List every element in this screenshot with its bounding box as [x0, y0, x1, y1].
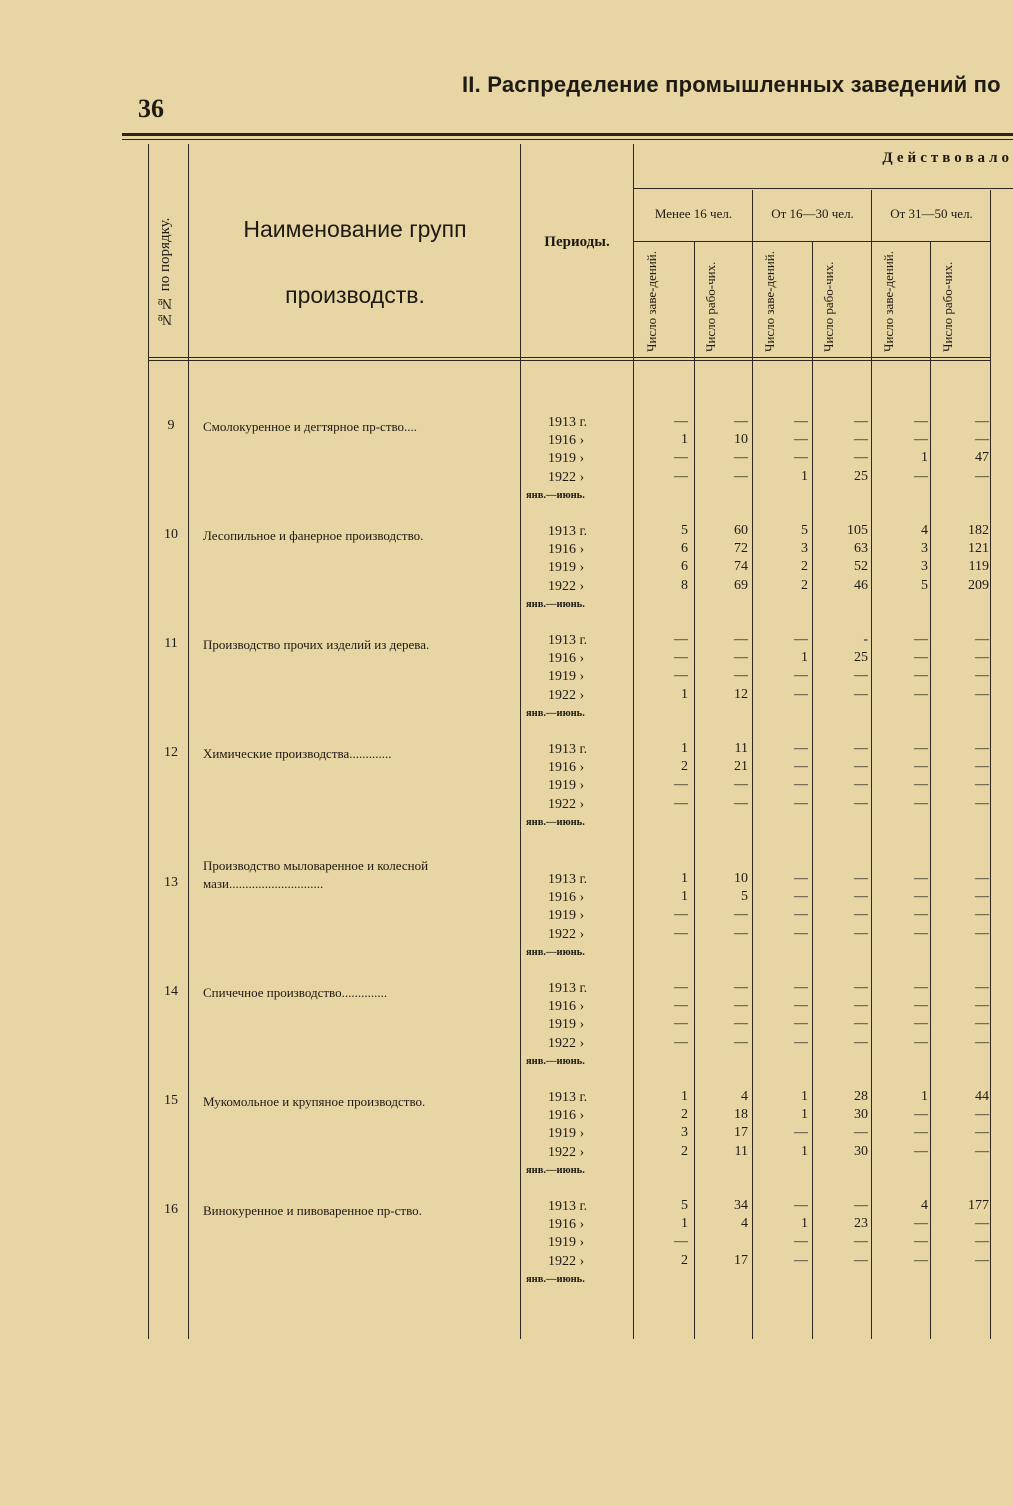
table-cell: 4 — [741, 1089, 748, 1104]
table-cell: — — [975, 1234, 989, 1250]
period-note: янв.—июнь. — [526, 1164, 585, 1176]
table-cell: 1 — [921, 1089, 928, 1104]
table-cell: — — [794, 1125, 808, 1141]
table-cell: — — [674, 468, 688, 484]
divider-num — [188, 144, 189, 1339]
period-label: 1922 › — [548, 1144, 585, 1160]
table-cell: — — [794, 1198, 808, 1213]
table-cell: — — [975, 414, 989, 429]
top-rule-thin — [122, 139, 1013, 140]
col-name-header: Наименование групп производств. — [243, 216, 467, 308]
table-cell: — — [734, 925, 748, 941]
table-border-left — [148, 144, 149, 1339]
table-cell: 1 — [681, 889, 688, 905]
table-cell: — — [914, 632, 928, 647]
table-cell: — — [734, 1034, 748, 1050]
table-cell: — — [975, 741, 989, 756]
table-cell: 1 — [681, 432, 688, 448]
table-cell: — — [674, 632, 688, 647]
period-label: 1919 › — [548, 778, 585, 794]
col-num-header: №№ по порядку. — [157, 218, 173, 328]
table-cell: — — [914, 1216, 928, 1232]
size-group-header-1: Менее 16 чел. — [654, 206, 733, 221]
row-name: Лесопильное и фанерное производство. — [203, 528, 424, 543]
size-group-header-3: От 31—50 чел. — [890, 206, 973, 221]
period-label: 1922 › — [548, 578, 585, 594]
table-cell: 3 — [921, 559, 928, 575]
header-bottom-rule — [148, 357, 991, 358]
table-cell: 11 — [734, 1143, 748, 1159]
row-number: 16 — [164, 1202, 178, 1217]
table-cell: 1 — [801, 650, 808, 666]
table-cell: — — [734, 907, 748, 923]
table-cell: 119 — [968, 559, 989, 575]
table-cell: 6 — [681, 541, 688, 557]
table-cell: — — [975, 759, 989, 775]
table-cell: 21 — [734, 759, 748, 775]
divider-sub-3 — [930, 242, 931, 1339]
table-cell: — — [734, 777, 748, 793]
table-cell: 2 — [681, 1107, 688, 1123]
table-cell: — — [854, 925, 868, 941]
period-label: 1916 › — [548, 542, 585, 558]
subcol-header-6: Число рабо-чих. — [940, 261, 955, 352]
table-cell: 177 — [968, 1198, 989, 1213]
table-cell: 25 — [854, 650, 868, 666]
page-title: II. Распределение промышленных заведений по — [462, 72, 1001, 97]
table-cell: 23 — [854, 1216, 868, 1232]
table-cell: — — [914, 1016, 928, 1032]
period-list — [526, 414, 618, 505]
table-cell: — — [794, 450, 808, 466]
group-rule — [634, 188, 1013, 189]
table-cell: — — [914, 1034, 928, 1050]
table-cell: — — [854, 686, 868, 702]
table-cell: — — [914, 998, 928, 1014]
table-cell: 25 — [854, 468, 868, 484]
table-cell: — — [854, 432, 868, 448]
table-cell: — — [975, 1125, 989, 1141]
period-label: 1922 › — [548, 926, 585, 942]
col-group-header: Действовало — [882, 150, 1013, 166]
table-cell: 5 — [921, 577, 928, 593]
table-cell: 28 — [854, 1089, 868, 1104]
table-cell: — — [975, 668, 989, 684]
table-cell: — — [794, 925, 808, 941]
table-cell: 5 — [801, 523, 808, 538]
table-cell: — — [975, 1034, 989, 1050]
period-list — [526, 1198, 618, 1289]
period-label: 1919 › — [548, 560, 585, 576]
period-label: 1913 г. — [548, 981, 588, 996]
row-number: 15 — [164, 1093, 178, 1108]
period-note: янв.—июнь. — [526, 489, 585, 501]
table-cell: — — [914, 1252, 928, 1268]
period-label: 1919 › — [548, 1017, 585, 1033]
table-cell: — — [734, 414, 748, 429]
table-cell: — — [794, 1234, 808, 1250]
period-label: 1922 › — [548, 1035, 585, 1051]
table-cell: — — [674, 1016, 688, 1032]
period-list — [526, 523, 618, 614]
table-cell: 47 — [975, 450, 989, 466]
table-cell: — — [975, 889, 989, 905]
table-cell: — — [794, 871, 808, 886]
table-cell: — — [734, 795, 748, 811]
table-cell: — — [734, 998, 748, 1014]
table-cell: — — [674, 1034, 688, 1050]
period-label: 1913 г. — [548, 524, 588, 539]
table-cell: 2 — [801, 559, 808, 575]
period-label: 1919 › — [548, 908, 585, 924]
table-cell: — — [854, 741, 868, 756]
table-cell: — — [794, 632, 808, 647]
table-cell: 1 — [801, 1143, 808, 1159]
table-cell: 1 — [801, 1107, 808, 1123]
table-cell: — — [854, 414, 868, 429]
table-cell: 1 — [801, 1216, 808, 1232]
table-cell: 1 — [681, 686, 688, 702]
period-note: янв.—июнь. — [526, 598, 585, 610]
table-cell: 2 — [681, 759, 688, 775]
table-cell: — — [794, 777, 808, 793]
table-cell: — — [674, 650, 688, 666]
table-cell: — — [674, 925, 688, 941]
table-cell: — — [854, 795, 868, 811]
table-cell: — — [674, 980, 688, 995]
table-cell: — — [854, 1252, 868, 1268]
table-cell: — — [854, 1234, 868, 1250]
period-label: 1916 › — [548, 890, 585, 906]
table-cell: 3 — [921, 541, 928, 557]
top-rule — [122, 133, 1013, 136]
header-bottom-rule-2 — [148, 360, 991, 361]
table-cell: 105 — [847, 523, 868, 538]
period-note: янв.—июнь. — [526, 1273, 585, 1285]
table-cell: — — [914, 414, 928, 429]
table-cell: — — [734, 468, 748, 484]
table-cell: 44 — [975, 1089, 989, 1104]
table-cell: — — [854, 1016, 868, 1032]
table-cell: — — [975, 925, 989, 941]
table-cell: 8 — [681, 577, 688, 593]
table-cell: 60 — [734, 523, 748, 538]
table-cell: — — [914, 980, 928, 995]
col-period-header: Периоды. — [544, 234, 610, 250]
period-label: 1919 › — [548, 1126, 585, 1142]
period-label: 1913 г. — [548, 415, 588, 430]
table-cell: — — [674, 414, 688, 429]
period-label: 1916 › — [548, 760, 585, 776]
table-cell: — — [975, 998, 989, 1014]
table-cell: 63 — [854, 541, 868, 557]
table-cell: — — [794, 889, 808, 905]
table-cell: — — [914, 795, 928, 811]
table-cell: 6 — [681, 559, 688, 575]
table-cell: — — [674, 450, 688, 466]
period-note: янв.—июнь. — [526, 946, 585, 958]
table-cell: — — [975, 468, 989, 484]
table-cell: — — [854, 1125, 868, 1141]
table-cell: 1 — [801, 1089, 808, 1104]
table-cell: — — [975, 1252, 989, 1268]
table-cell: — — [794, 1252, 808, 1268]
period-label: 1913 г. — [548, 872, 588, 887]
table-cell: 5 — [681, 1198, 688, 1213]
period-note: янв.—июнь. — [526, 816, 585, 828]
period-label: 1916 › — [548, 433, 585, 449]
row-name: Мукомольное и крупяное производство. — [203, 1094, 426, 1109]
table-cell: — — [914, 1143, 928, 1159]
table-cell: 30 — [854, 1107, 868, 1123]
table-cell: — — [914, 1107, 928, 1123]
table-cell: — — [975, 1016, 989, 1032]
table-cell: — — [975, 1107, 989, 1123]
table-cell: — — [914, 741, 928, 756]
table-cell: 17 — [734, 1252, 748, 1268]
table-cell: — — [794, 414, 808, 429]
table-cell: 3 — [681, 1125, 688, 1141]
table-cell: — — [854, 1034, 868, 1050]
table-cell: — — [914, 925, 928, 941]
table-cell: — — [854, 777, 868, 793]
table-cell: 10 — [734, 871, 748, 886]
table-cell: — — [794, 432, 808, 448]
period-label: 1916 › — [548, 1108, 585, 1124]
table-cell: — — [975, 432, 989, 448]
table-cell: — — [914, 777, 928, 793]
table-cell: — — [914, 1125, 928, 1141]
row-number: 14 — [164, 984, 178, 999]
table-cell: — — [914, 1234, 928, 1250]
row-number: 13 — [164, 875, 178, 890]
row-name: Спичечное производство.............. — [203, 985, 388, 1000]
table-cell: — — [674, 907, 688, 923]
table-cell: — — [794, 998, 808, 1014]
table-cell: — — [794, 686, 808, 702]
period-label: 1913 г. — [548, 1090, 588, 1105]
table-cell: 74 — [734, 559, 748, 575]
period-label: 1919 › — [548, 669, 585, 685]
table-cell: — — [854, 889, 868, 905]
period-label: 1916 › — [548, 1217, 585, 1233]
table-cell: 18 — [734, 1107, 748, 1123]
table-cell: — — [854, 759, 868, 775]
table-cell: 30 — [854, 1143, 868, 1159]
table-cell: 72 — [734, 541, 748, 557]
row-name: Винокуренное и пивоваренное пр-ство. — [203, 1203, 422, 1218]
period-label: 1916 › — [548, 999, 585, 1015]
table-cell: 10 — [734, 432, 748, 448]
table-cell: 11 — [734, 741, 748, 756]
table-cell: — — [914, 889, 928, 905]
table-cell: — — [854, 907, 868, 923]
table-cell: - — [863, 632, 868, 647]
table-cell: 12 — [734, 686, 748, 702]
table-cell: — — [975, 650, 989, 666]
table-cell: 5 — [741, 889, 748, 905]
table-cell: — — [854, 998, 868, 1014]
table-cell: — — [674, 998, 688, 1014]
table-cell: — — [794, 1016, 808, 1032]
table-cell: — — [794, 795, 808, 811]
table-cell: — — [794, 907, 808, 923]
table-cell: 2 — [801, 577, 808, 593]
table-cell: — — [975, 907, 989, 923]
row-name: Производство прочих изделий из дерева. — [203, 637, 430, 652]
table-cell: — — [854, 668, 868, 684]
table-cell: 209 — [968, 577, 989, 593]
subgroup-rule — [634, 241, 991, 242]
row-number: 12 — [164, 745, 178, 760]
table-cell: 1 — [681, 871, 688, 886]
table-cell: — — [914, 686, 928, 702]
table-cell: 121 — [968, 541, 989, 557]
table-cell: — — [794, 1034, 808, 1050]
table-cell: 34 — [734, 1198, 748, 1213]
period-note: янв.—июнь. — [526, 1055, 585, 1067]
table-cell: — — [914, 759, 928, 775]
table-cell: — — [914, 650, 928, 666]
period-label: 1916 › — [548, 651, 585, 667]
period-list — [526, 980, 618, 1071]
period-list — [526, 871, 618, 962]
table-cell: 1 — [681, 1089, 688, 1104]
table-cell: 69 — [734, 577, 748, 593]
table-cell: — — [734, 1016, 748, 1032]
period-list — [526, 1089, 618, 1180]
table-cell: — — [854, 450, 868, 466]
row-name: Химические производства............. — [203, 746, 392, 761]
table-cell: — — [794, 668, 808, 684]
table-cell: — — [794, 759, 808, 775]
period-label: 1922 › — [548, 687, 585, 703]
table-cell: 52 — [854, 559, 868, 575]
table-cell: — — [975, 1143, 989, 1159]
row-number: 9 — [167, 418, 175, 433]
period-label: 1919 › — [548, 451, 585, 467]
table-cell: — — [914, 668, 928, 684]
row-name: Производство мыловаренное и колесной мази............................. — [203, 858, 429, 891]
subcol-header-2: Число рабо-чих. — [703, 261, 718, 352]
period-label: 1913 г. — [548, 742, 588, 757]
table-cell: — — [674, 1234, 688, 1250]
subcol-header-4: Число рабо-чих. — [821, 261, 836, 352]
table-cell: — — [914, 907, 928, 923]
table-cell: 1 — [681, 1216, 688, 1232]
size-group-header-2: От 16—30 чел. — [771, 206, 854, 221]
table-cell: — — [734, 980, 748, 995]
table-cell: 17 — [734, 1125, 748, 1141]
period-note: янв.—июнь. — [526, 707, 585, 719]
table-cell: — — [975, 632, 989, 647]
period-label: 1922 › — [548, 1253, 585, 1269]
table-cell: — — [794, 980, 808, 995]
table-cell: — — [975, 871, 989, 886]
row-number: 11 — [164, 636, 178, 651]
table-cell: — — [975, 686, 989, 702]
table-cell: 4 — [921, 523, 928, 538]
table-cell: — — [975, 795, 989, 811]
table-cell: 46 — [854, 577, 868, 593]
row-name: Смолокуренное и дегтярное пр-ство.... — [203, 419, 418, 434]
period-list — [526, 632, 618, 723]
table-cell: 4 — [741, 1216, 748, 1232]
table-cell: 182 — [968, 523, 989, 538]
table-cell: — — [674, 668, 688, 684]
table-cell: — — [794, 741, 808, 756]
period-label: 1919 › — [548, 1235, 585, 1251]
row-number: 10 — [164, 527, 178, 542]
divider-name — [520, 144, 521, 1339]
table-cell: 2 — [681, 1252, 688, 1268]
table-cell: — — [854, 871, 868, 886]
period-label: 1922 › — [548, 796, 585, 812]
subcol-header-5: Число заве-дений. — [881, 251, 896, 352]
table-cell: — — [914, 468, 928, 484]
table-cell: — — [734, 668, 748, 684]
period-label: 1913 г. — [548, 1199, 588, 1214]
table-cell: 1 — [681, 741, 688, 756]
divider-group-3 — [990, 190, 991, 1339]
table-cell: 1 — [921, 450, 928, 466]
table-cell: — — [975, 980, 989, 995]
period-label: 1913 г. — [548, 633, 588, 648]
period-list — [526, 741, 618, 832]
table-cell: — — [734, 632, 748, 647]
table-cell: 2 — [681, 1143, 688, 1159]
table-cell: 4 — [921, 1198, 928, 1213]
table-cell: — — [734, 650, 748, 666]
table-cell: 1 — [801, 468, 808, 484]
table-cell: — — [914, 432, 928, 448]
table-cell: — — [734, 450, 748, 466]
table-cell: — — [674, 777, 688, 793]
table-cell: — — [674, 795, 688, 811]
table-cell: — — [854, 980, 868, 995]
table-cell: — — [914, 871, 928, 886]
table-cell: — — [975, 777, 989, 793]
table-cell: — — [854, 1198, 868, 1213]
page-number: 36 — [138, 94, 164, 123]
subcol-header-3: Число заве-дений. — [762, 251, 777, 352]
subcol-header-1: Число заве-дений. — [644, 251, 659, 352]
table-cell: 3 — [801, 541, 808, 557]
table-cell: 5 — [681, 523, 688, 538]
period-label: 1922 › — [548, 469, 585, 485]
table-cell: — — [975, 1216, 989, 1232]
